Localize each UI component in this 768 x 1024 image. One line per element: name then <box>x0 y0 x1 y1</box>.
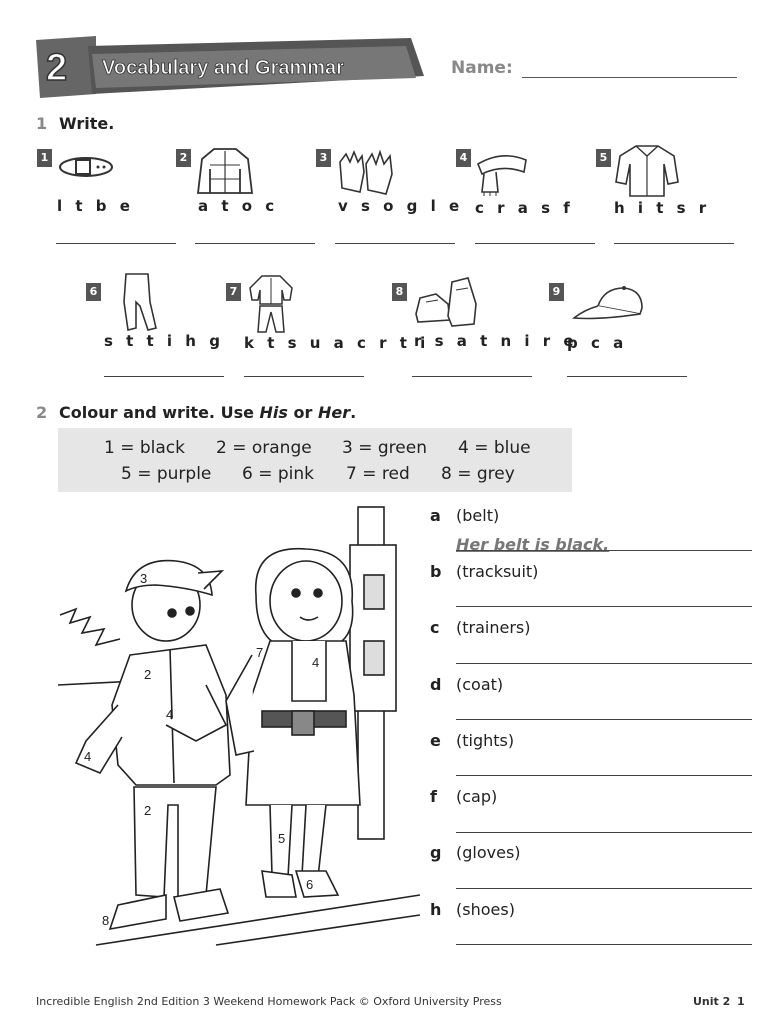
exercise2-number: 2 <box>36 403 48 422</box>
question-word-d: (coat) <box>456 675 504 694</box>
answer-line-2[interactable] <box>195 242 315 244</box>
unit-number: 2 <box>46 47 68 89</box>
answer-line-6[interactable] <box>104 375 224 377</box>
label-girl-coat: 7 <box>256 645 264 660</box>
exercise1-number: 1 <box>36 114 48 133</box>
question-letter-a: a <box>430 506 441 525</box>
answer-line-3[interactable] <box>335 242 455 244</box>
answer-line-a[interactable] <box>456 550 752 551</box>
label-girl-shoes: 6 <box>306 877 314 892</box>
trainers-icon <box>412 274 480 330</box>
label-girl-scarf: 4 <box>312 655 320 670</box>
question-letter-c: c <box>430 618 440 637</box>
scramble-6: s t t i h g <box>104 332 224 350</box>
question-letter-e: e <box>430 731 441 750</box>
item-badge-8: 8 <box>392 283 407 301</box>
key-item-1: 1 = black <box>104 438 185 458</box>
question-letter-f: f <box>430 787 437 806</box>
key-item-6: 6 = pink <box>242 464 315 484</box>
key-item-5: 5 = purple <box>121 464 212 484</box>
unit-title: Vocabulary and Grammar <box>102 57 344 79</box>
label-cap: 3 <box>140 571 148 586</box>
answer-line-d[interactable] <box>456 719 752 720</box>
key-item-3: 3 = green <box>342 438 427 458</box>
coat-icon <box>196 145 254 197</box>
scramble-4: c r a s f <box>475 199 574 217</box>
name-label: Name: <box>451 58 513 78</box>
answer-line-7[interactable] <box>244 375 364 377</box>
example-answer: Her belt is black. <box>456 535 610 554</box>
key-item-2: 2 = orange <box>216 438 312 458</box>
question-word-b: (tracksuit) <box>456 562 539 581</box>
question-letter-d: d <box>430 675 442 694</box>
label-boy-glove: 4 <box>166 707 174 722</box>
answer-line-5[interactable] <box>614 242 734 244</box>
item-badge-5: 5 <box>596 149 611 167</box>
scramble-7: k t s u a c r t i <box>244 334 430 352</box>
question-word-g: (gloves) <box>456 843 521 862</box>
answer-line-c[interactable] <box>456 663 752 664</box>
item-badge-4: 4 <box>456 149 471 167</box>
question-letter-g: g <box>430 843 442 862</box>
footer-credit: Incredible English 2nd Edition 3 Weekend Homework Pack © Oxford University Press <box>36 995 502 1008</box>
question-letter-h: h <box>430 900 442 919</box>
answer-line-g[interactable] <box>456 888 752 889</box>
answer-line-h[interactable] <box>456 944 752 945</box>
shirt-icon <box>614 142 680 198</box>
key-item-4: 4 = blue <box>458 438 531 458</box>
question-word-h: (shoes) <box>456 900 515 919</box>
answer-line-f[interactable] <box>456 832 752 833</box>
answer-line-1[interactable] <box>56 242 176 244</box>
answer-line-4[interactable] <box>475 242 595 244</box>
question-word-c: (trainers) <box>456 618 531 637</box>
belt-icon <box>58 155 114 179</box>
page-number: 1 <box>737 995 745 1008</box>
gloves-icon <box>336 148 398 196</box>
footer-unit: Unit 2 <box>693 995 731 1008</box>
item-badge-9: 9 <box>549 283 564 301</box>
label-girl-tights: 5 <box>278 831 286 846</box>
item-badge-1: 1 <box>37 149 52 167</box>
exercise2-instruction: Colour and write. Use His or Her. <box>59 403 357 422</box>
answer-line-b[interactable] <box>456 606 752 607</box>
scramble-9: p c a <box>567 334 628 352</box>
tights-icon <box>118 272 162 334</box>
exercise1-instruction: Write. <box>59 114 115 133</box>
question-word-a: (belt) <box>456 506 500 525</box>
scarf-icon <box>474 148 532 196</box>
item-badge-7: 7 <box>226 283 241 301</box>
cap-icon <box>570 284 646 324</box>
answer-line-e[interactable] <box>456 775 752 776</box>
item-badge-2: 2 <box>176 149 191 167</box>
label-boy-hand: 4 <box>84 749 92 764</box>
key-item-8: 8 = grey <box>441 464 515 484</box>
scramble-2: a t o c <box>198 197 279 215</box>
tracksuit-icon <box>246 274 296 336</box>
scramble-8: r s a t n i r e <box>414 332 578 350</box>
answer-line-9[interactable] <box>567 375 687 377</box>
item-badge-6: 6 <box>86 283 101 301</box>
answer-line-8[interactable] <box>412 375 532 377</box>
name-field[interactable] <box>522 77 737 78</box>
scramble-5: h i t s r <box>614 199 711 217</box>
label-boy-trainers: 8 <box>102 913 110 928</box>
item-badge-3: 3 <box>316 149 331 167</box>
question-word-f: (cap) <box>456 787 498 806</box>
scramble-1: l t b e <box>57 197 134 215</box>
question-word-e: (tights) <box>456 731 515 750</box>
label-boy-jacket: 2 <box>144 667 152 682</box>
key-item-7: 7 = red <box>346 464 410 484</box>
children-illustration <box>56 505 420 950</box>
scramble-3: v s o g l e <box>338 197 464 215</box>
question-letter-b: b <box>430 562 442 581</box>
unit-banner <box>36 36 426 98</box>
label-boy-trousers: 2 <box>144 803 152 818</box>
